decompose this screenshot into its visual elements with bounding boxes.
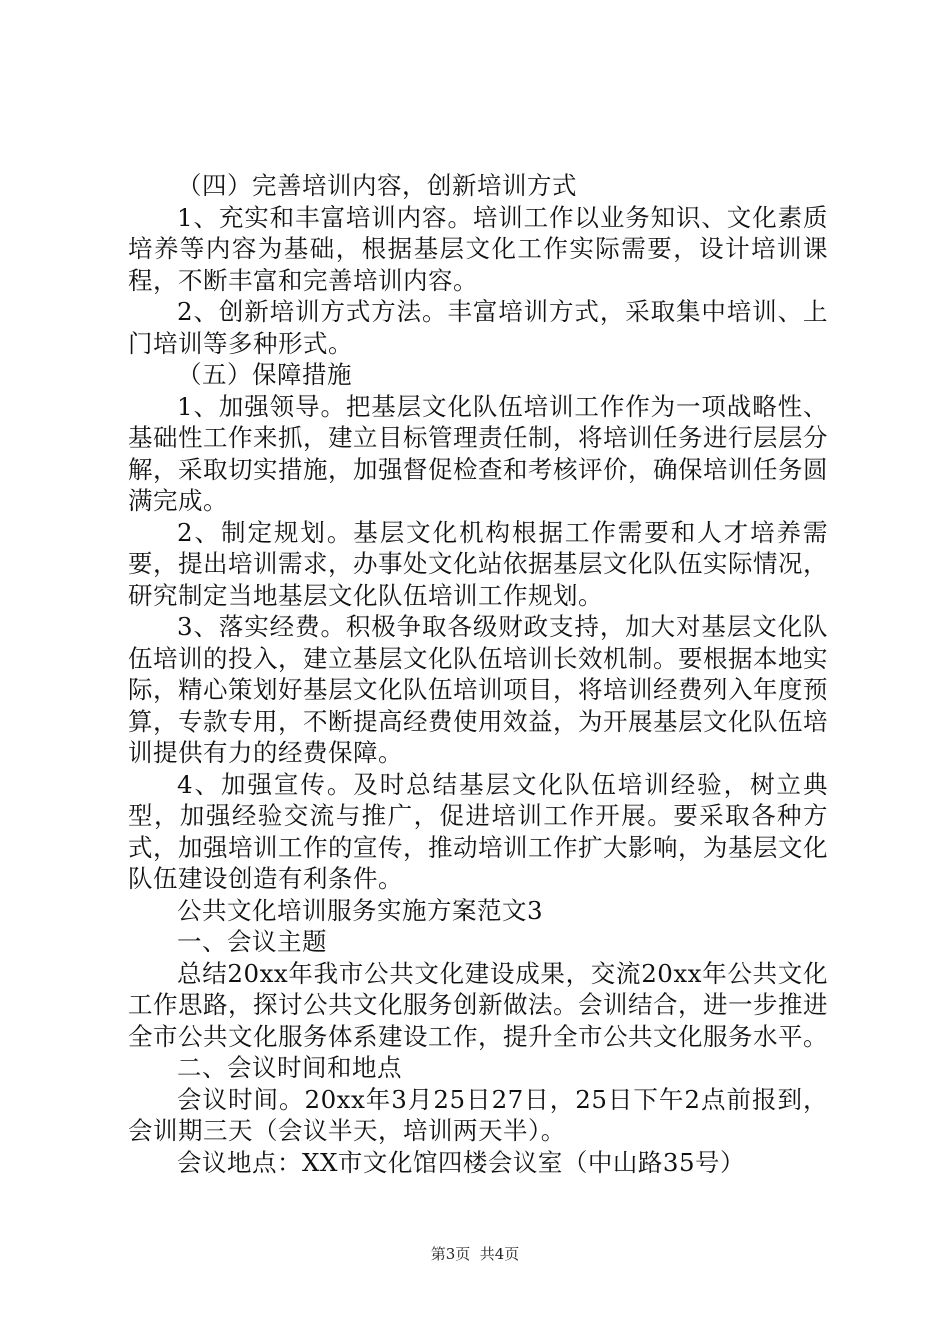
paragraph-meeting-place: 会议地点：XX市文化馆四楼会议室（中山路35号）: [177, 1147, 746, 1177]
paragraph-meeting-time: 会议时间。20xx年3月25日27日，25日下午2点前报到，会训期三天（会议半天，培训两天半）。: [128, 1084, 828, 1145]
subheading-time-and-place: 二、会议时间和地点: [177, 1053, 402, 1082]
document-body: [128, 170, 828, 1178]
paragraph-planning: 2、制定规划。基层文化机构根据工作需要和人才培养需要，提出培训需求，办事处文化站依据基层文化队伍实际情况，研究制定当地基层文化队伍培训工作规划。: [128, 517, 828, 610]
paragraph-innovate-methods: 2、创新培训方式方法。丰富培训方式，采取集中培训、上门培训等多种形式。: [128, 297, 828, 358]
paragraph-meeting-theme: 总结20xx年我市公共文化建设成果，交流20xx年公共文化工作思路，探讨公共文化服务创新做法。会训结合，进一步推进全市公共文化服务体系建设工作，提升全市公共文化服务水平。: [128, 958, 828, 1051]
paragraph-enrich-content: 1、充实和丰富培训内容。培训工作以业务知识、文化素质培养等内容为基础，根据基层文化工作实际需要，设计培训课程，不断丰富和完善培训内容。: [128, 202, 828, 295]
paragraph-publicity: 4、加强宣传。及时总结基层文化队伍培训经验，树立典型，加强经验交流与推广，促进培训工作开展。要采取各种方式，加强培训工作的宣传，推动培训工作扩大影响，为基层文化队伍建设创造有利条件。: [128, 769, 828, 893]
page-number-label: 第3页 共4页: [430, 1245, 520, 1263]
subheading-meeting-theme: 一、会议主题: [177, 927, 327, 956]
paragraph-funding: 3、落实经费。积极争取各级财政支持，加大对基层文化队伍培训的投入，建立基层文化队伍培训长效机制。要根据本地实际，精心策划好基层文化队伍培训项目，将培训经费列入年度预算，专款专用，不断提高经费使用效益，为开展基层文化队伍培训提供有力的经费保障。: [128, 612, 828, 767]
subheading-safeguards: （五）保障措施: [177, 360, 352, 389]
subheading-training-content: （四）完善培训内容，创新培训方式: [177, 171, 577, 200]
page-footer: [0, 1244, 950, 1264]
paragraph-leadership: 1、加强领导。把基层文化队伍培训工作作为一项战略性、基础性工作来抓，建立目标管理责任制，将培训任务进行层层分解，采取切实措施，加强督促检查和考核评价，确保培训任务圆满完成。: [128, 391, 828, 515]
section-title-sample-3: 公共文化培训服务实施方案范文3: [177, 895, 544, 925]
